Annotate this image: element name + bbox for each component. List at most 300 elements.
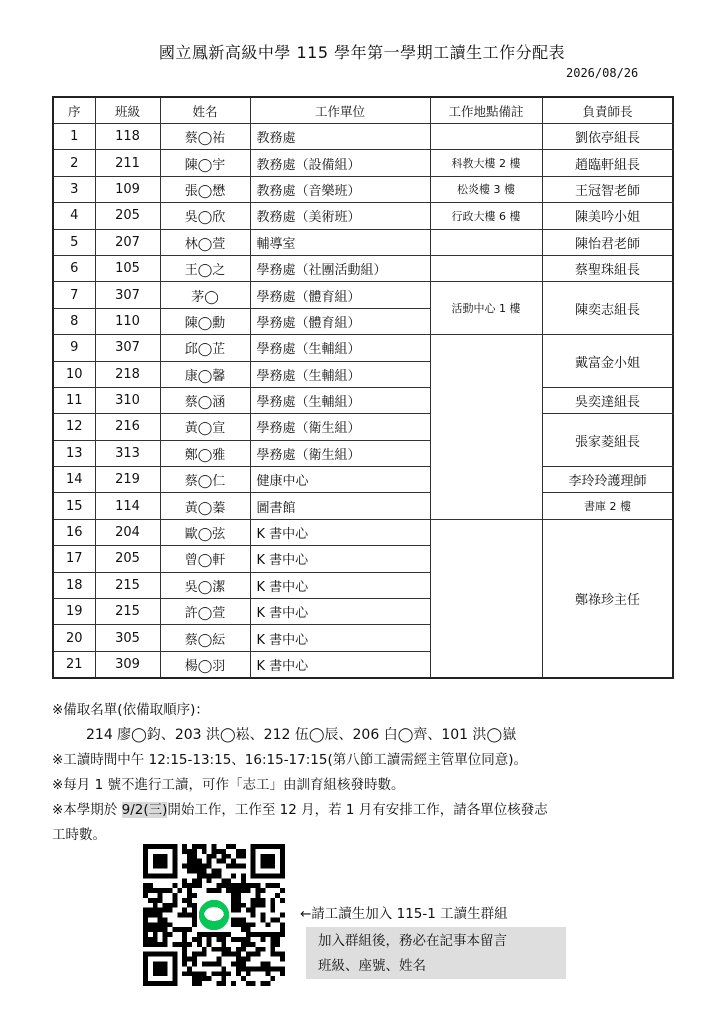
qr-module (270, 942, 275, 947)
qr-module (241, 917, 246, 922)
qr-module (231, 962, 236, 967)
qr-module (163, 927, 168, 932)
qr-module (143, 937, 148, 942)
cell-no: 12 (53, 414, 95, 440)
cell-class: 307 (95, 282, 160, 308)
join-instruction-line-2: 班級、座號、姓名 (318, 958, 426, 974)
cell-no: 17 (53, 546, 95, 572)
qr-module (207, 854, 212, 859)
qr-module (241, 927, 246, 932)
qr-module (256, 932, 261, 937)
qr-module (187, 888, 192, 893)
qr-module (207, 859, 212, 864)
qr-module (177, 927, 182, 932)
qr-module (182, 849, 187, 854)
qr-module (192, 971, 197, 976)
qr-module (280, 888, 285, 893)
cell-teacher: 蔡聖珠組長 (542, 255, 673, 281)
qr-module (192, 893, 197, 898)
qr-module (148, 908, 153, 913)
qr-module (275, 952, 280, 957)
qr-module (192, 878, 197, 883)
qr-module (270, 952, 275, 957)
qr-module (212, 971, 217, 976)
qr-module (192, 981, 197, 986)
cell-location (430, 255, 542, 281)
qr-module (192, 908, 197, 913)
cell-teacher: 陳怡君老師 (542, 229, 673, 255)
cell-name: 曾◯軒 (160, 546, 250, 572)
cell-class: 215 (95, 572, 160, 598)
qr-module (221, 981, 226, 986)
qr-module (143, 893, 148, 898)
qr-module (197, 952, 202, 957)
qr-module (153, 903, 158, 908)
qr-module (192, 859, 197, 864)
qr-module (212, 849, 217, 854)
qr-module (187, 898, 192, 903)
join-instruction-line-1: 加入群組後，務必在記事本留言 (318, 933, 507, 949)
qr-module (148, 883, 153, 888)
cell-teacher: 吳奕達組長 (542, 387, 673, 413)
qr-module (236, 922, 241, 927)
qr-module (221, 937, 226, 942)
cell-teacher: 張家菱組長 (542, 414, 673, 467)
notes-section (52, 698, 692, 848)
qr-module (226, 932, 231, 937)
qr-module (207, 976, 212, 981)
table-row (53, 387, 673, 413)
alternates-label: ※備取名單(依備取順序)： (52, 702, 209, 718)
qr-module (182, 898, 187, 903)
qr-module (231, 952, 236, 957)
qr-module (158, 942, 163, 947)
qr-module (241, 962, 246, 967)
qr-finder-center (261, 854, 276, 869)
qr-module (231, 864, 236, 869)
qr-module (163, 903, 168, 908)
qr-module (182, 952, 187, 957)
cell-name: 邱◯芷 (160, 335, 250, 361)
qr-module (261, 981, 266, 986)
qr-module (231, 883, 236, 888)
cell-name: 蔡◯紜 (160, 625, 250, 651)
cell-class: 110 (95, 308, 160, 334)
qr-module (221, 932, 226, 937)
qr-module (226, 854, 231, 859)
qr-module (143, 917, 148, 922)
qr-module (246, 957, 251, 962)
table-row (53, 203, 673, 229)
qr-module (158, 922, 163, 927)
cell-unit: K 書中心 (250, 519, 430, 545)
qr-module (158, 893, 163, 898)
cell-teacher: 陳美吟小姐 (542, 203, 673, 229)
qr-module (231, 903, 236, 908)
qr-module (241, 957, 246, 962)
qr-module (197, 883, 202, 888)
qr-module (241, 888, 246, 893)
qr-module (251, 942, 256, 947)
qr-module (231, 888, 236, 893)
qr-module (158, 927, 163, 932)
qr-module (246, 932, 251, 937)
table-row (53, 335, 673, 361)
qr-module (221, 942, 226, 947)
qr-module (212, 932, 217, 937)
cell-name: 楊◯羽 (160, 651, 250, 678)
qr-module (182, 932, 187, 937)
qr-module (143, 927, 148, 932)
qr-module (216, 962, 221, 967)
qr-module (197, 981, 202, 986)
qr-module (280, 971, 285, 976)
qr-module (231, 844, 236, 849)
line-icon-bubble (204, 907, 224, 921)
qr-module (192, 844, 197, 849)
qr-module (256, 966, 261, 971)
qr-module (182, 913, 187, 918)
cell-class: 211 (95, 150, 160, 176)
qr-module (163, 942, 168, 947)
qr-module (236, 952, 241, 957)
cell-unit: 學務處（生輔組） (250, 387, 430, 413)
col-header-class: 班級 (95, 97, 160, 124)
qr-module (143, 883, 148, 888)
qr-module (143, 913, 148, 918)
qr-module (241, 947, 246, 952)
qr-module (187, 971, 192, 976)
cell-location (430, 335, 542, 520)
qr-module (216, 868, 221, 873)
qr-module (246, 942, 251, 947)
cell-teacher: 劉依亭組長 (542, 124, 673, 150)
qr-module (216, 859, 221, 864)
qr-module (148, 937, 153, 942)
qr-module (187, 966, 192, 971)
qr-module (192, 903, 197, 908)
qr-module (212, 868, 217, 873)
qr-module (265, 962, 270, 967)
qr-module (261, 917, 266, 922)
qr-module (221, 966, 226, 971)
qr-module (216, 849, 221, 854)
qr-module (207, 932, 212, 937)
qr-module (280, 898, 285, 903)
qr-module (280, 913, 285, 918)
qr-module (148, 898, 153, 903)
table-row (53, 255, 673, 281)
cell-unit: 教務處 (250, 124, 430, 150)
qr-module (275, 966, 280, 971)
qr-module (270, 976, 275, 981)
cell-name: 陳◯宇 (160, 150, 250, 176)
qr-module (177, 888, 182, 893)
qr-module (167, 903, 172, 908)
cell-no: 10 (53, 361, 95, 387)
cell-no: 1 (53, 124, 95, 150)
qr-module (192, 849, 197, 854)
qr-module (197, 976, 202, 981)
cell-class: 305 (95, 625, 160, 651)
cell-no: 15 (53, 493, 95, 519)
qr-module (231, 981, 236, 986)
qr-module (270, 903, 275, 908)
qr-module (265, 971, 270, 976)
qr-module (236, 947, 241, 952)
cell-unit: 輔導室 (250, 229, 430, 255)
cell-class: 105 (95, 255, 160, 281)
page-title: 國立鳳新高級中學 115 學年第一學期工讀生工作分配表 (158, 43, 566, 62)
cell-no: 2 (53, 150, 95, 176)
qr-module (236, 966, 241, 971)
qr-module (172, 883, 177, 888)
qr-module (197, 932, 202, 937)
cell-name: 吳◯欣 (160, 203, 250, 229)
cell-no: 21 (53, 651, 95, 678)
qr-module (216, 873, 221, 878)
qr-module (158, 908, 163, 913)
cell-class: 216 (95, 414, 160, 440)
qr-module (182, 844, 187, 849)
cell-teacher: 李玲玲護理師 (542, 467, 673, 493)
qr-module (280, 952, 285, 957)
qr-module (202, 976, 207, 981)
cell-teacher: 陳奕志組長 (542, 282, 673, 335)
cell-name: 黃◯宣 (160, 414, 250, 440)
qr-module (231, 898, 236, 903)
qr-module (153, 908, 158, 913)
cell-no: 19 (53, 599, 95, 625)
qr-module (265, 932, 270, 937)
qr-module (192, 922, 197, 927)
qr-module (216, 957, 221, 962)
qr-module (182, 878, 187, 883)
qr-module (251, 898, 256, 903)
qr-module (197, 878, 202, 883)
qr-module (221, 878, 226, 883)
qr-finder-center (153, 962, 168, 977)
qr-module (265, 922, 270, 927)
qr-module (182, 927, 187, 932)
cell-class: 118 (95, 124, 160, 150)
assignment-table (52, 96, 674, 679)
qr-module (236, 957, 241, 962)
qr-module (226, 844, 231, 849)
qr-module (270, 917, 275, 922)
cell-name: 蔡◯祐 (160, 124, 250, 150)
qr-module (163, 922, 168, 927)
qr-caption: ←請工讀生加入 115-1 工讀生群組 (300, 906, 508, 922)
cell-location: 書庫 2 樓 (542, 493, 673, 519)
monthly-note: ※每月 1 號不進行工讀，可作「志工」由訓育組核發時數。 (52, 777, 405, 793)
qr-module (221, 947, 226, 952)
qr-module (236, 888, 241, 893)
qr-module (280, 922, 285, 927)
cell-location (430, 229, 542, 255)
qr-module (270, 937, 275, 942)
alternates-list: 214 廖◯鈞、203 洪◯崧、212 伍◯辰、206 白◯齊、101 洪◯嶽 (86, 727, 517, 743)
table-row (53, 519, 673, 545)
qr-module (261, 937, 266, 942)
line-group-qr-code[interactable] (143, 844, 285, 986)
qr-module (163, 908, 168, 913)
qr-module (163, 937, 168, 942)
qr-module (143, 932, 148, 937)
qr-module (275, 932, 280, 937)
qr-module (231, 859, 236, 864)
cell-no: 7 (53, 282, 95, 308)
qr-module (163, 888, 168, 893)
cell-teacher: 王冠智老師 (542, 176, 673, 202)
cell-class: 219 (95, 467, 160, 493)
cell-no: 3 (53, 176, 95, 202)
cell-name: 吳◯潔 (160, 572, 250, 598)
qr-module (172, 942, 177, 947)
qr-module (275, 893, 280, 898)
qr-module (192, 976, 197, 981)
qr-module (182, 908, 187, 913)
cell-class: 218 (95, 361, 160, 387)
qr-module (207, 864, 212, 869)
qr-module (182, 883, 187, 888)
cell-no: 13 (53, 440, 95, 466)
qr-module (241, 976, 246, 981)
qr-module (212, 873, 217, 878)
qr-module (221, 971, 226, 976)
cell-unit: K 書中心 (250, 599, 430, 625)
qr-module (202, 873, 207, 878)
qr-module (182, 957, 187, 962)
cell-teacher: 戴富金小姐 (542, 335, 673, 388)
qr-module (153, 888, 158, 893)
qr-module (197, 859, 202, 864)
cell-location: 活動中心 1 樓 (430, 282, 542, 335)
cell-class: 205 (95, 203, 160, 229)
cell-unit: 學務處（生輔組） (250, 361, 430, 387)
qr-module (275, 937, 280, 942)
cell-teacher: 趙臨軒組長 (542, 150, 673, 176)
cell-name: 鄭◯雅 (160, 440, 250, 466)
col-header-location: 工作地點備註 (430, 97, 542, 124)
qr-module (251, 966, 256, 971)
qr-module (270, 966, 275, 971)
qr-module (226, 888, 231, 893)
qr-module (187, 854, 192, 859)
qr-module (241, 966, 246, 971)
cell-no: 20 (53, 625, 95, 651)
cell-class: 204 (95, 519, 160, 545)
cell-name: 歐◯弦 (160, 519, 250, 545)
qr-module (265, 981, 270, 986)
qr-module (192, 913, 197, 918)
qr-module (226, 952, 231, 957)
qr-module (246, 888, 251, 893)
qr-module (143, 888, 148, 893)
qr-module (231, 893, 236, 898)
cell-no: 5 (53, 229, 95, 255)
qr-module (172, 898, 177, 903)
qr-module (246, 966, 251, 971)
qr-module (226, 883, 231, 888)
qr-module (231, 917, 236, 922)
qr-module (148, 942, 153, 947)
qr-module (241, 854, 246, 859)
qr-module (192, 952, 197, 957)
qr-module (192, 883, 197, 888)
qr-module (221, 952, 226, 957)
cell-unit: 學務處（衛生組） (250, 414, 430, 440)
qr-module (241, 942, 246, 947)
table-row (53, 282, 673, 308)
qr-module (182, 947, 187, 952)
cell-name: 張◯懋 (160, 176, 250, 202)
qr-module (158, 917, 163, 922)
qr-module (187, 864, 192, 869)
qr-module (202, 849, 207, 854)
start-date-note-cont: 工時數。 (52, 827, 106, 843)
cell-unit: 圖書館 (250, 493, 430, 519)
cell-unit: K 書中心 (250, 546, 430, 572)
cell-class: 114 (95, 493, 160, 519)
col-header-unit: 工作單位 (250, 97, 430, 124)
qr-module (158, 898, 163, 903)
qr-module (270, 947, 275, 952)
qr-module (256, 888, 261, 893)
qr-module (192, 962, 197, 967)
qr-module (207, 942, 212, 947)
qr-module (153, 913, 158, 918)
qr-module (226, 864, 231, 869)
qr-module (202, 844, 207, 849)
cell-name: 康◯馨 (160, 361, 250, 387)
qr-module (216, 888, 221, 893)
qr-module (256, 903, 261, 908)
cell-unit: 學務處（體育組） (250, 282, 430, 308)
qr-module (241, 878, 246, 883)
qr-module (241, 937, 246, 942)
qr-module (148, 888, 153, 893)
cell-unit: 教務處（設備組） (250, 150, 430, 176)
qr-module (202, 971, 207, 976)
qr-module (241, 864, 246, 869)
cell-unit: 教務處（美術班） (250, 203, 430, 229)
qr-module (207, 873, 212, 878)
qr-module (153, 927, 158, 932)
qr-module (246, 883, 251, 888)
cell-teacher: 鄭祿珍主任 (542, 519, 673, 678)
qr-module (236, 864, 241, 869)
qr-module (251, 913, 256, 918)
qr-module (207, 888, 212, 893)
qr-module (270, 898, 275, 903)
qr-module (187, 903, 192, 908)
qr-module (192, 864, 197, 869)
cell-no: 9 (53, 335, 95, 361)
qr-module (216, 947, 221, 952)
qr-module (158, 888, 163, 893)
qr-module (172, 927, 177, 932)
cell-name: 陳◯勳 (160, 308, 250, 334)
qr-module (153, 932, 158, 937)
cell-class: 307 (95, 335, 160, 361)
qr-module (202, 952, 207, 957)
qr-module (182, 864, 187, 869)
qr-module (167, 908, 172, 913)
qr-module (212, 962, 217, 967)
qr-module (241, 873, 246, 878)
qr-module (265, 883, 270, 888)
